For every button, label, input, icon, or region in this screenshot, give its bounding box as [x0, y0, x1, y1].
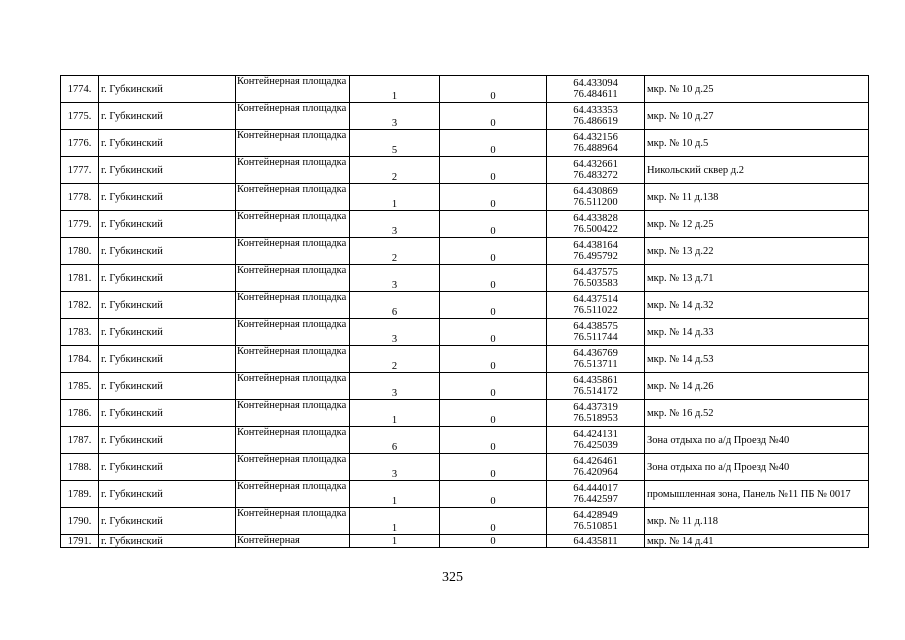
site-type-cell: Контейнерная площадка	[236, 373, 350, 400]
row-number-cell: 1791.	[61, 535, 99, 548]
address-cell: мкр. № 12 д.25	[645, 211, 869, 238]
coordinates-cell	[547, 265, 645, 292]
latitude: 64.437575	[573, 267, 618, 278]
longitude: 76.420964	[573, 467, 618, 478]
address-cell: мкр. № 14 д.26	[645, 373, 869, 400]
site-type-cell: Контейнерная площадка	[236, 481, 350, 508]
table-row	[61, 400, 869, 427]
row-number-cell: 1786.	[61, 400, 99, 427]
site-type-cell: Контейнерная площадка	[236, 292, 350, 319]
latitude: 64.424131	[573, 429, 618, 440]
address-cell: мкр. № 13 д.22	[645, 238, 869, 265]
table-row	[61, 454, 869, 481]
latitude: 64.444017	[573, 483, 618, 494]
zero-value-cell: 0	[440, 373, 547, 400]
coordinates-cell	[547, 454, 645, 481]
site-type-cell: Контейнерная площадка	[236, 130, 350, 157]
row-number-cell: 1776.	[61, 130, 99, 157]
coordinates-cell	[547, 211, 645, 238]
container-count-cell: 3	[350, 454, 440, 481]
city-cell: г. Губкинский	[99, 130, 236, 157]
container-count-cell: 3	[350, 103, 440, 130]
zero-value-cell: 0	[440, 76, 547, 103]
row-number-cell: 1789.	[61, 481, 99, 508]
longitude: 76.511022	[573, 305, 618, 316]
city-cell: г. Губкинский	[99, 157, 236, 184]
zero-value-cell: 0	[440, 103, 547, 130]
container-count-cell: 5	[350, 130, 440, 157]
city-cell: г. Губкинский	[99, 292, 236, 319]
longitude: 76.442597	[573, 494, 618, 505]
container-count-cell: 3	[350, 373, 440, 400]
longitude: 76.486619	[573, 116, 618, 127]
zero-value-cell: 0	[440, 454, 547, 481]
latitude: 64.433353	[573, 105, 618, 116]
latitude: 64.438164	[573, 240, 618, 251]
address-cell: мкр. № 14 д.53	[645, 346, 869, 373]
row-number-cell: 1785.	[61, 373, 99, 400]
table-row	[61, 184, 869, 211]
container-count-cell: 3	[350, 319, 440, 346]
longitude: 76.483272	[573, 170, 618, 181]
row-number-cell: 1782.	[61, 292, 99, 319]
coordinates-cell	[547, 103, 645, 130]
coordinates-cell	[547, 373, 645, 400]
container-sites-table	[60, 75, 869, 548]
page-number: 325	[442, 570, 463, 585]
site-type-cell: Контейнерная площадка	[236, 454, 350, 481]
table-row	[61, 130, 869, 157]
site-type-cell: Контейнерная площадка	[236, 238, 350, 265]
coordinates-cell	[547, 346, 645, 373]
zero-value-cell: 0	[440, 184, 547, 211]
table-row	[61, 265, 869, 292]
site-type-cell: Контейнерная площадка	[236, 427, 350, 454]
coordinates-cell	[547, 481, 645, 508]
zero-value-cell: 0	[440, 481, 547, 508]
latitude: 64.435861	[573, 375, 618, 386]
row-number-cell: 1778.	[61, 184, 99, 211]
coordinates-cell	[547, 292, 645, 319]
longitude: 76.495792	[573, 251, 618, 262]
address-cell: мкр. № 11 д.118	[645, 508, 869, 535]
city-cell: г. Губкинский	[99, 184, 236, 211]
latitude: 64.435811	[573, 535, 618, 547]
row-number-cell: 1780.	[61, 238, 99, 265]
latitude: 64.432661	[573, 159, 618, 170]
table-row	[61, 238, 869, 265]
address-cell: Зона отдыха по а/д Проезд №40	[645, 454, 869, 481]
row-number-cell: 1777.	[61, 157, 99, 184]
row-number-cell: 1775.	[61, 103, 99, 130]
latitude: 64.430869	[573, 186, 618, 197]
container-count-cell: 1	[350, 481, 440, 508]
city-cell: г. Губкинский	[99, 238, 236, 265]
longitude: 76.488964	[573, 143, 618, 154]
zero-value-cell: 0	[440, 427, 547, 454]
address-cell: Никольский сквер д.2	[645, 157, 869, 184]
site-type-cell: Контейнерная площадка	[236, 319, 350, 346]
table-row	[61, 346, 869, 373]
row-number-cell: 1779.	[61, 211, 99, 238]
address-cell: мкр. № 11 д.138	[645, 184, 869, 211]
container-count-cell: 1	[350, 76, 440, 103]
table-body	[61, 76, 869, 548]
site-type-cell: Контейнерная площадка	[236, 400, 350, 427]
city-cell: г. Губкинский	[99, 265, 236, 292]
latitude: 64.436769	[573, 348, 618, 359]
coordinates-cell	[547, 400, 645, 427]
longitude: 76.503583	[573, 278, 618, 289]
coordinates-cell	[547, 319, 645, 346]
site-type-cell: Контейнерная площадка	[236, 184, 350, 211]
address-cell: мкр. № 16 д.52	[645, 400, 869, 427]
table-row	[61, 157, 869, 184]
longitude: 76.513711	[573, 359, 618, 370]
longitude: 76.514172	[573, 386, 618, 397]
zero-value-cell: 0	[440, 508, 547, 535]
zero-value-cell: 0	[440, 130, 547, 157]
container-count-cell: 1	[350, 535, 440, 548]
container-count-cell: 1	[350, 184, 440, 211]
city-cell: г. Губкинский	[99, 400, 236, 427]
row-number-cell: 1781.	[61, 265, 99, 292]
zero-value-cell: 0	[440, 265, 547, 292]
container-count-cell: 2	[350, 157, 440, 184]
container-count-cell: 1	[350, 508, 440, 535]
zero-value-cell: 0	[440, 238, 547, 265]
table-row	[61, 211, 869, 238]
row-number-cell: 1787.	[61, 427, 99, 454]
longitude: 76.510851	[573, 521, 618, 532]
longitude: 76.511744	[573, 332, 618, 343]
zero-value-cell: 0	[440, 535, 547, 548]
zero-value-cell: 0	[440, 319, 547, 346]
city-cell: г. Губкинский	[99, 481, 236, 508]
zero-value-cell: 0	[440, 292, 547, 319]
site-type-cell: Контейнерная площадка	[236, 103, 350, 130]
table-row	[61, 508, 869, 535]
longitude: 76.511200	[573, 197, 618, 208]
latitude: 64.433828	[573, 213, 618, 224]
coordinates-cell	[547, 130, 645, 157]
coordinates-cell	[547, 238, 645, 265]
latitude: 64.437319	[573, 402, 618, 413]
container-count-cell: 2	[350, 238, 440, 265]
site-type-cell: Контейнерная	[236, 535, 350, 548]
latitude: 64.426461	[573, 456, 618, 467]
table-row	[61, 103, 869, 130]
zero-value-cell: 0	[440, 211, 547, 238]
address-cell: промышленная зона, Панель №11 ПБ № 0017	[645, 481, 869, 508]
coordinates-cell	[547, 76, 645, 103]
latitude: 64.433094	[573, 78, 618, 89]
city-cell: г. Губкинский	[99, 211, 236, 238]
address-cell: Зона отдыха по а/д Проезд №40	[645, 427, 869, 454]
coordinates-cell	[547, 157, 645, 184]
table-row	[61, 481, 869, 508]
container-count-cell: 1	[350, 400, 440, 427]
city-cell: г. Губкинский	[99, 346, 236, 373]
latitude: 64.428949	[573, 510, 618, 521]
city-cell: г. Губкинский	[99, 454, 236, 481]
zero-value-cell: 0	[440, 157, 547, 184]
coordinates-cell	[547, 184, 645, 211]
row-number-cell: 1774.	[61, 76, 99, 103]
latitude: 64.437514	[573, 294, 618, 305]
table-row	[61, 292, 869, 319]
address-cell: мкр. № 10 д.5	[645, 130, 869, 157]
city-cell: г. Губкинский	[99, 373, 236, 400]
site-type-cell: Контейнерная площадка	[236, 346, 350, 373]
table-row	[61, 76, 869, 103]
latitude: 64.432156	[573, 132, 618, 143]
row-number-cell: 1788.	[61, 454, 99, 481]
zero-value-cell: 0	[440, 400, 547, 427]
coordinates-cell	[547, 535, 645, 548]
site-type-cell: Контейнерная площадка	[236, 211, 350, 238]
row-number-cell: 1790.	[61, 508, 99, 535]
site-type-cell: Контейнерная площадка	[236, 508, 350, 535]
address-cell: мкр. № 14 д.41	[645, 535, 869, 548]
longitude: 76.518953	[573, 413, 618, 424]
address-cell: мкр. № 14 д.33	[645, 319, 869, 346]
city-cell: г. Губкинский	[99, 76, 236, 103]
table-row	[61, 319, 869, 346]
coordinates-cell	[547, 427, 645, 454]
container-count-cell: 3	[350, 211, 440, 238]
container-count-cell: 3	[350, 265, 440, 292]
zero-value-cell: 0	[440, 346, 547, 373]
address-cell: мкр. № 10 д.27	[645, 103, 869, 130]
city-cell: г. Губкинский	[99, 535, 236, 548]
table-row	[61, 373, 869, 400]
longitude: 76.484611	[573, 89, 618, 100]
coordinates-cell	[547, 508, 645, 535]
site-type-cell: Контейнерная площадка	[236, 265, 350, 292]
row-number-cell: 1784.	[61, 346, 99, 373]
row-number-cell: 1783.	[61, 319, 99, 346]
city-cell: г. Губкинский	[99, 319, 236, 346]
address-cell: мкр. № 13 д.71	[645, 265, 869, 292]
city-cell: г. Губкинский	[99, 427, 236, 454]
city-cell: г. Губкинский	[99, 508, 236, 535]
longitude: 76.425039	[573, 440, 618, 451]
container-count-cell: 2	[350, 346, 440, 373]
container-count-cell: 6	[350, 292, 440, 319]
table-row	[61, 535, 869, 548]
longitude: 76.500422	[573, 224, 618, 235]
table-row	[61, 427, 869, 454]
address-cell: мкр. № 14 д.32	[645, 292, 869, 319]
site-type-cell: Контейнерная площадка	[236, 157, 350, 184]
city-cell: г. Губкинский	[99, 103, 236, 130]
latitude: 64.438575	[573, 321, 618, 332]
site-type-cell: Контейнерная площадка	[236, 76, 350, 103]
address-cell: мкр. № 10 д.25	[645, 76, 869, 103]
container-count-cell: 6	[350, 427, 440, 454]
